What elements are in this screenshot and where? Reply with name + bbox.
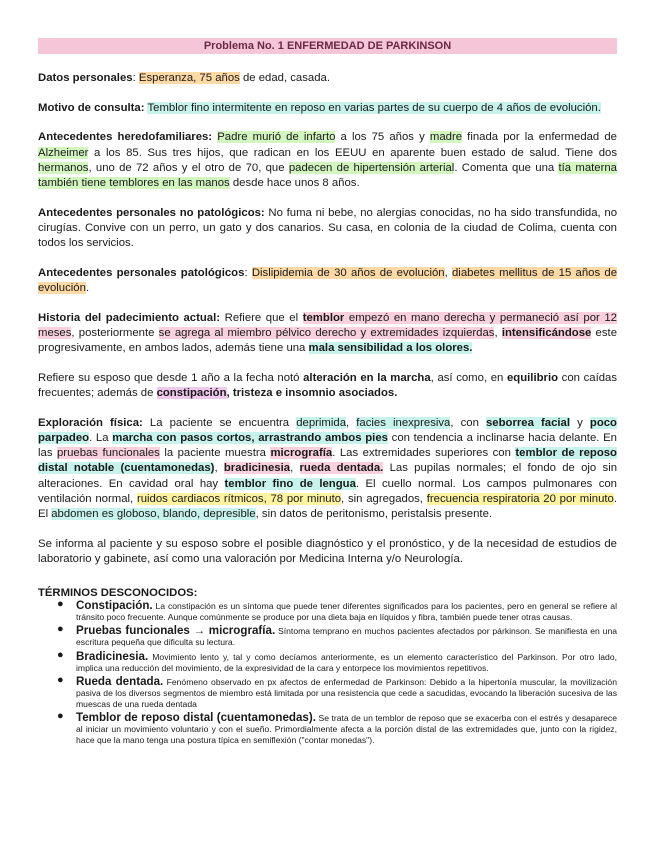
motivo-consulta-paragraph	[38, 101, 617, 116]
exp-hl14: abdomen es globoso, blando, depresible	[51, 507, 256, 520]
herefam-hl1: Padre murió de infarto	[217, 131, 336, 144]
datos-personales-paragraph	[38, 71, 617, 86]
terms-list	[38, 600, 617, 746]
motivo-label: Motivo de consulta:	[38, 101, 145, 114]
exp-hl4: poco parpadeo	[38, 416, 617, 444]
exp-hl10: rueda dentada.	[299, 462, 384, 475]
term-name: Rueda dentada.	[76, 674, 164, 688]
motivo-highlight: Temblor fino intermitente en reposo en varias partes de su cuerpo de 4 años de evolución.	[147, 101, 601, 114]
term-name: Pruebas funcionales → micrografía.	[76, 624, 276, 638]
historia-hl5: mala sensibilidad a los olores.	[308, 342, 473, 355]
historia-t3: ,	[494, 326, 502, 339]
list-item	[57, 710, 617, 746]
exp-t12: . El cuello normal. Los campos pulmonares con ventilación normal,	[38, 477, 617, 505]
nopat-label: Antecedentes personales no patológicos:	[38, 206, 265, 219]
patologicos-paragraph	[38, 266, 617, 296]
exp-hl5: marcha con pasos cortos, arrastrando ambos pies	[112, 431, 388, 444]
esposo-t1: Refiere su esposo que desde 1 año a la fecha notó	[38, 371, 304, 384]
terms-heading: TÉRMINOS DESCONOCIDOS:	[38, 587, 198, 600]
exp-t5: . La	[89, 431, 113, 444]
historia-hl4: intensificándose	[501, 326, 592, 339]
term-desc: Síntoma temprano en muchos pacientes afectados por párkinson. Se manifiesta en una escritura pequeña que dificulta su lectura.	[76, 626, 618, 648]
pat-hl2: diabetes mellitus de 15 años de evolución	[38, 266, 618, 295]
exp-hl11: temblor fino de lengua	[224, 477, 356, 490]
esposo-paragraph	[38, 371, 617, 401]
exp-hl2: facies inexpresiva	[356, 416, 451, 429]
term-name: Constipación.	[76, 599, 153, 613]
exp-hl9: bradicinesia	[223, 462, 291, 475]
term-name: Bradicinesia.	[76, 649, 149, 663]
herefam-t3: a los 85. Sus tres hijos, que radican en los EEUU en aparente buen estado de salud. Tiene dos	[88, 146, 617, 159]
esposo-b2: equilibrio	[506, 371, 559, 384]
esposo-b3: , tristeza e insomnio asociados.	[226, 387, 398, 400]
historia-label: Historia del padecimiento actual:	[38, 311, 221, 324]
bullet-icon: ●	[57, 710, 64, 723]
esposo-t2: , así como, en	[430, 371, 507, 384]
list-item	[57, 623, 618, 648]
informa-paragraph	[38, 537, 617, 567]
datos-highlight: Esperanza, 75 años	[138, 72, 240, 84]
herefam-hl6: tía materna también tiene temblores en las manos	[38, 161, 617, 190]
term-desc: La constipación es un síntoma que puede tener diferentes significados para los pacientes, pero en general se refiere al tránsito poco frecuente. Aunque comúnmente se produce por una dieta baja en líquidos y fibra, también puede tener otras causas.	[76, 601, 617, 623]
datos-text: de edad, casada.	[239, 72, 330, 84]
exp-hl12: ruidos cardiacos rítmicos, 78 por minuto	[136, 492, 342, 505]
datos-colon: :	[132, 72, 136, 84]
exp-t1: La paciente se encuentra	[142, 416, 297, 429]
page-title: Problema No. 1 ENFERMEDAD DE PARKINSON	[38, 38, 617, 54]
document-page	[38, 38, 617, 749]
pat-t1: ,	[444, 266, 452, 279]
exp-hl3: seborrea facial	[486, 416, 571, 429]
historia-t1: Refiere que el	[220, 311, 303, 324]
exp-t10: ,	[290, 462, 300, 475]
bullet-icon: ●	[57, 623, 64, 636]
esposo-hl1: constipación	[156, 387, 227, 400]
no-patologicos-paragraph	[38, 206, 617, 252]
historia-hl3: se agrega al miembro pélvico derecho y extremidades izquierdas	[158, 326, 495, 339]
exp-t11: Las pupilas normales; el fondo de ojo sin alteraciones. En cavidad oral hay	[38, 462, 618, 490]
historia-t4: este progresivamente, en ambos lados, además tiene una	[38, 326, 618, 355]
exp-t6: con tendencia a inclinarse hacia delante. En las	[38, 431, 617, 460]
herefam-t6: desde hace unos 8 años.	[229, 177, 360, 190]
herefam-t5: . Comenta que una	[454, 161, 559, 174]
exploracion-label: Exploración física:	[38, 416, 143, 429]
historia-hl2: empezó en mano derecha y permaneció así por 12 meses	[38, 311, 617, 339]
herefam-t2: finada por la enfermedad de	[462, 131, 617, 144]
list-item	[57, 648, 617, 674]
herefam-hl5: padecen de hipertensión arterial	[288, 161, 455, 174]
exp-hl1: deprimida	[296, 416, 347, 429]
exp-hl7: micrografía	[270, 447, 333, 460]
exp-t4: y	[570, 416, 590, 429]
pat-colon: :	[244, 266, 252, 279]
exp-t9: ,	[214, 462, 224, 475]
bullet-icon: ●	[57, 598, 64, 611]
exp-hl6: pruebas funcionales	[56, 447, 160, 460]
term-name: Temblor de reposo distal (cuentamonedas).	[76, 711, 316, 725]
term-desc: Movimiento lento y, tal y como decíamos anteriormente, es un elemento característico del Parkinson. Por otro lado, implica una reducción del movimiento, de la expresividad de la cara y entorpece los movimientos repetitivos.	[76, 651, 617, 673]
heredofamiliares-paragraph	[38, 130, 617, 191]
pat-hl1: Dislipidemia de 30 años de evolución	[251, 266, 445, 279]
exp-hl8: temblor de reposo distal notable (cuentamonedas)	[38, 447, 617, 475]
herefam-hl4: hermanos	[38, 161, 89, 174]
herefam-hl2: madre	[429, 131, 463, 144]
datos-label: Datos personales	[38, 72, 133, 84]
exp-t2: ,	[346, 416, 357, 429]
term-desc: Fenómeno observado en px afectos de enfermedad de Parkinson: Debido a la hipertonía muscular, la movilización pasiva de los diversos segmentos de miembro está limitada por una resistencia que cede a sacudidas, evocando la liberación sucesiva de las muescas de una rueda dentada	[76, 676, 617, 709]
exp-t3: , con	[450, 416, 486, 429]
herefam-t1: a los 75 años y	[335, 131, 430, 144]
historia-hl1: temblor	[302, 311, 345, 324]
exp-t14: . El	[38, 492, 618, 520]
nopat-text: No fuma ni bebe, no alergias conocidas, no ha sido transfundida, no cirugías. Convive con un perro, un gato y dos canarios. Su casa, en colonia de la ciudad de Colima, cuenta con todos los servicios.	[38, 206, 617, 250]
exp-t13: , sin agregados,	[341, 492, 427, 505]
bullet-icon: ●	[57, 673, 64, 686]
historia-paragraph	[38, 311, 617, 357]
esposo-t3: con caídas frecuentes; además de	[38, 371, 618, 400]
list-item	[57, 598, 617, 623]
exp-hl13: frecuencia respiratoria 20 por minuto	[426, 492, 614, 505]
herefam-label: Antecedentes heredofamiliares:	[38, 131, 213, 144]
exploracion-paragraph	[38, 416, 617, 522]
exp-t7: la paciente muestra	[159, 447, 271, 460]
herefam-t4: , uno de 72 años y el otro de 70, que	[88, 161, 289, 174]
bullet-icon: ●	[57, 648, 64, 661]
exp-t15: , sin datos de peritonismo, peristalsis presente.	[255, 507, 493, 520]
esposo-b1: alteración en la marcha	[303, 371, 431, 384]
exp-t8: . Las extremidades superiores con	[332, 447, 516, 460]
pat-label: Antecedentes personales patológicos	[38, 266, 245, 279]
informa-text: Se informa al paciente y su esposo sobre el posible diagnóstico y el pronóstico, y de la necesidad de estudios de laboratorio y gabinete, así como una valoración por Medicina Interna y/o Neurología.	[38, 537, 617, 565]
list-item	[57, 673, 617, 710]
historia-t2: , posteriormente	[71, 326, 159, 339]
herefam-hl3: Alzheimer	[38, 146, 89, 159]
pat-t2: .	[85, 282, 90, 295]
term-desc: Se trata de un temblor de reposo que se exacerba con el estrés y desaparece al iniciar un movimiento voluntario y con el sueño. Primordialmente afecta a la porción distal de las extremidades que, junto con la rigidez, hace que la mano tenga una postura típica en semiflexión ("contar monedas").	[76, 713, 617, 746]
